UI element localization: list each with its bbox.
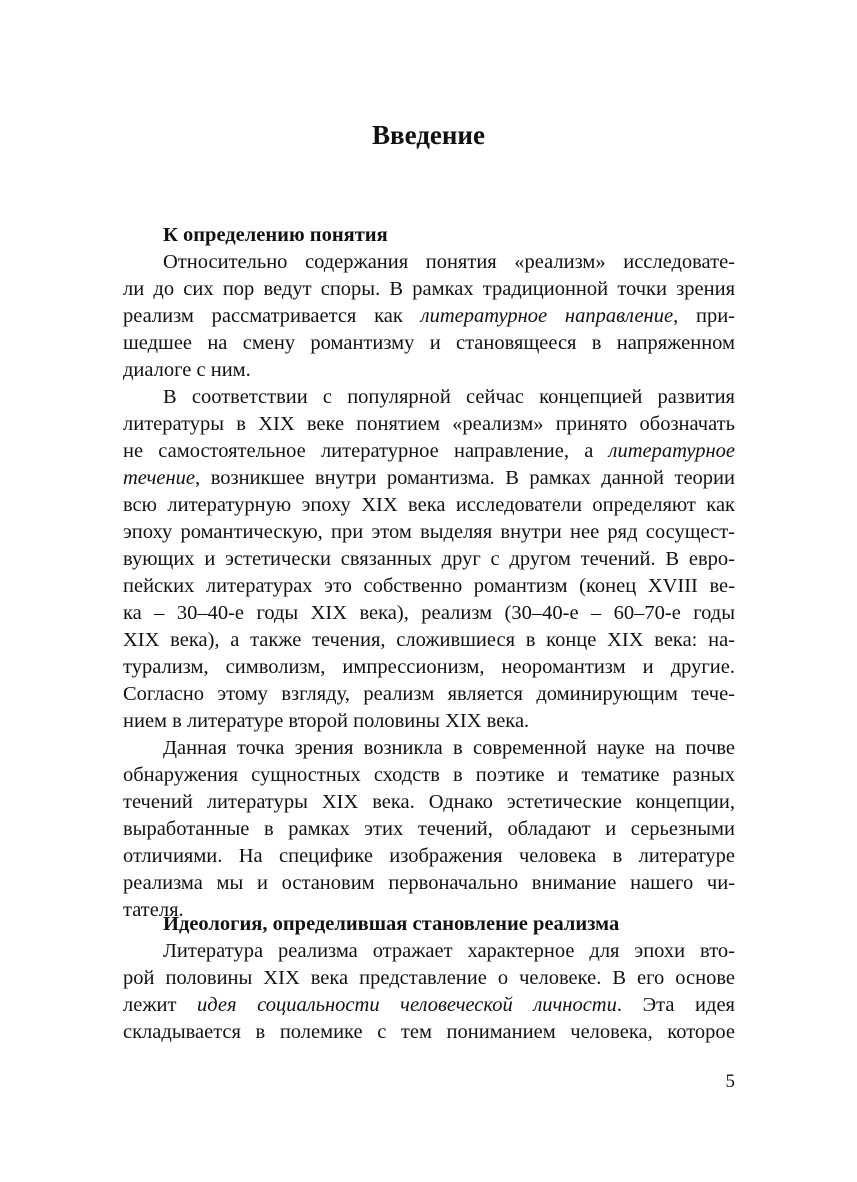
italic-term: течение bbox=[123, 467, 196, 489]
text-run: ли до сих пор ведут споры. В рамках традиционной точки зрения bbox=[123, 278, 735, 300]
text-line bbox=[123, 519, 735, 546]
text-run: Согласно этому взгляду, реализм является доминирующим тече- bbox=[123, 683, 735, 705]
text-line bbox=[123, 303, 735, 330]
text-run: реализма мы и остановим первоначально внимание нашего чи- bbox=[123, 872, 735, 894]
text-line bbox=[123, 492, 735, 519]
text-line bbox=[123, 249, 735, 276]
text-line bbox=[123, 789, 735, 816]
italic-term: идея социальности человеческой личности bbox=[197, 994, 617, 1016]
section-heading: Идеология, определившая становление реализма bbox=[163, 913, 620, 935]
text-run: не самостоятельное литературное направление, а bbox=[123, 440, 609, 462]
italic-term: литературное направление bbox=[420, 305, 674, 327]
text-run: В соответствии с популярной сейчас концепцией развития bbox=[163, 386, 735, 408]
text-line bbox=[123, 843, 735, 870]
text-run: складывается в полемике с тем пониманием человека, которое bbox=[123, 1021, 735, 1043]
text-run: тателя. bbox=[123, 899, 184, 921]
text-run: Литература реализма отражает характерное для эпохи вто- bbox=[163, 940, 735, 962]
text-line bbox=[123, 357, 735, 384]
text-line bbox=[123, 411, 735, 438]
text-line bbox=[123, 276, 735, 303]
section-ideology bbox=[123, 911, 735, 1046]
paragraph bbox=[123, 249, 735, 384]
text-run: шедшее на смену романтизму и становящееся в напряженном bbox=[123, 332, 735, 354]
text-line bbox=[123, 735, 735, 762]
italic-term: литературное bbox=[608, 440, 735, 462]
text-run: эпоху романтическую, при этом выделяя внутри нее ряд сосущест- bbox=[123, 521, 735, 543]
text-run: . Эта идея bbox=[616, 994, 735, 1016]
paragraph bbox=[123, 735, 735, 924]
text-run: диалоге с ним. bbox=[123, 359, 251, 381]
text-line bbox=[123, 1019, 735, 1046]
text-line bbox=[123, 870, 735, 897]
text-line bbox=[123, 681, 735, 708]
text-run: рой половины XIX века представление о человеке. В его основе bbox=[123, 967, 735, 989]
section-definition bbox=[123, 222, 735, 924]
text-line bbox=[123, 627, 735, 654]
text-run: течений литературы XIX века. Однако эстетические концепции, bbox=[123, 791, 735, 813]
page-number: 5 bbox=[725, 1071, 735, 1092]
text-run: обнаружения сущностных сходств в поэтике и тематике разных bbox=[123, 764, 735, 786]
text-run: реализм рассматривается как bbox=[123, 305, 421, 327]
text-line bbox=[123, 438, 735, 465]
text-line bbox=[123, 384, 735, 411]
text-run: турализм, символизм, импрессионизм, неоромантизм и другие. bbox=[123, 656, 735, 678]
text-run: литературы в XIX веке понятием «реализм» принято обозначать bbox=[123, 413, 735, 435]
text-line bbox=[123, 654, 735, 681]
paragraph bbox=[123, 938, 735, 1046]
text-run: Относительно содержания понятия «реализм» исследовате- bbox=[163, 251, 735, 273]
page-title: Введение bbox=[372, 120, 485, 150]
text-line bbox=[123, 816, 735, 843]
text-run: Данная точка зрения возникла в современной науке на почве bbox=[163, 737, 735, 759]
text-run: вующих и эстетически связанных друг с другом течений. В евро- bbox=[123, 548, 735, 570]
text-run: нием в литературе второй половины XIX века. bbox=[123, 710, 530, 732]
text-run: лежит bbox=[123, 994, 198, 1016]
text-line bbox=[123, 938, 735, 965]
text-run: отличиями. На специфике изображения человека в литературе bbox=[123, 845, 735, 867]
paragraph bbox=[123, 384, 735, 735]
text-run: выработанные в рамках этих течений, обладают и серьезными bbox=[123, 818, 735, 840]
text-line bbox=[123, 330, 735, 357]
text-line bbox=[123, 465, 735, 492]
text-run: , возникшее внутри романтизма. В рамках данной теории bbox=[195, 467, 735, 489]
text-line bbox=[123, 762, 735, 789]
text-run: ка – 30–40-е годы XIX века), реализм (30–40-е – 60–70-е годы bbox=[123, 602, 735, 624]
text-run: , при- bbox=[673, 305, 735, 327]
text-line bbox=[123, 965, 735, 992]
text-line bbox=[123, 573, 735, 600]
section-heading: К определению понятия bbox=[163, 224, 388, 246]
text-line bbox=[123, 600, 735, 627]
text-line bbox=[123, 708, 735, 735]
text-run: пейских литературах это собственно романтизм (конец XVIII ве- bbox=[123, 575, 735, 597]
text-run: XIX века), а также течения, сложившиеся в конце XIX века: на- bbox=[123, 629, 735, 651]
text-line bbox=[123, 546, 735, 573]
text-run: всю литературную эпоху XIX века исследователи определяют как bbox=[123, 494, 735, 516]
text-line bbox=[123, 992, 735, 1019]
